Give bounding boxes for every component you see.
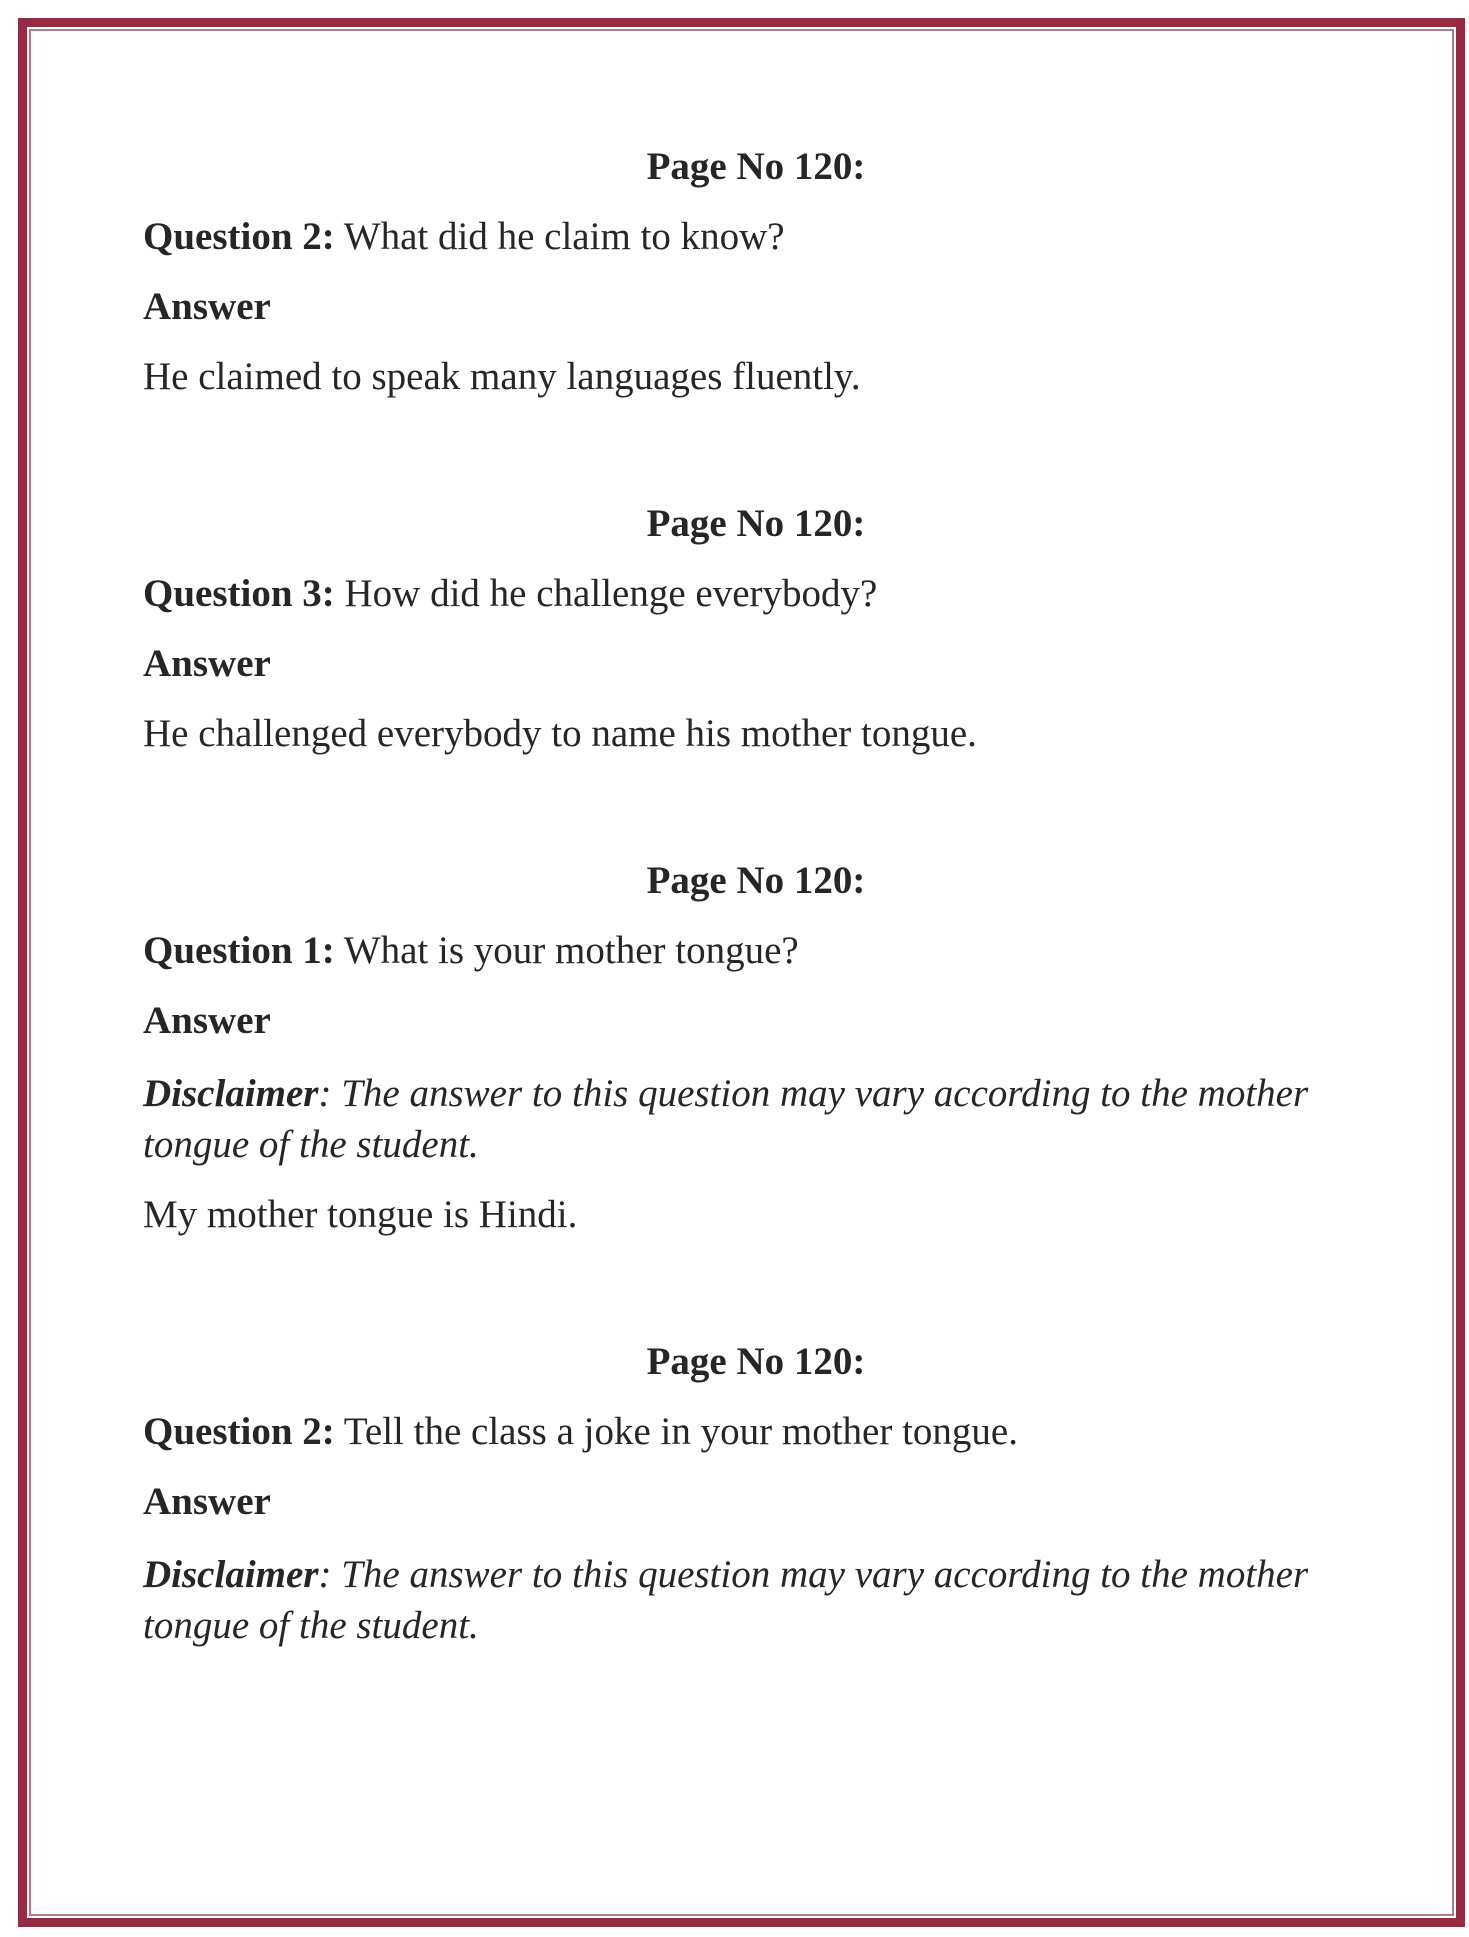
qa-section	[143, 1327, 1353, 1651]
page-heading: Page No 120:	[646, 859, 866, 902]
answer-label: Answer	[143, 1480, 271, 1523]
answer-text: He challenged everybody to name his mother tongue.	[143, 712, 977, 755]
answer-text: My mother tongue is Hindi.	[143, 1193, 578, 1236]
disclaimer-line: tongue of the student.	[143, 1123, 479, 1166]
disclaimer-line	[143, 1068, 1353, 1119]
question-label: Question 1:	[143, 929, 335, 972]
page-heading: Page No 120:	[646, 1340, 866, 1383]
question	[143, 1397, 1353, 1467]
page-heading: Page No 120:	[646, 145, 866, 188]
question-label: Question 3:	[143, 572, 335, 615]
answer-text: He claimed to speak many languages fluently.	[143, 355, 861, 398]
disclaimer	[143, 1068, 1353, 1170]
disclaimer-label: Disclaimer	[143, 1072, 319, 1115]
page-heading: Page No 120:	[646, 502, 866, 545]
question-text: Tell the class a joke in your mother tongue.	[334, 1410, 1018, 1453]
disclaimer-text: : The answer to this question may vary according to the mother	[318, 1072, 1309, 1115]
question	[143, 559, 1353, 629]
disclaimer-line	[143, 1549, 1353, 1600]
question-text: What did he claim to know?	[334, 215, 785, 258]
answer-label: Answer	[143, 642, 271, 685]
disclaimer	[143, 1549, 1353, 1651]
question-text: How did he challenge everybody?	[334, 572, 878, 615]
answer-label: Answer	[143, 285, 271, 328]
qa-section	[143, 132, 1353, 412]
question-label: Question 2:	[143, 215, 335, 258]
qa-section	[143, 489, 1353, 769]
disclaimer-label: Disclaimer	[143, 1553, 319, 1596]
question	[143, 916, 1353, 986]
answer-label: Answer	[143, 999, 271, 1042]
document-content	[143, 132, 1353, 1651]
disclaimer-text: : The answer to this question may vary according to the mother	[318, 1553, 1309, 1596]
question	[143, 202, 1353, 272]
qa-section	[143, 846, 1353, 1250]
question-label: Question 2:	[143, 1410, 335, 1453]
question-text: What is your mother tongue?	[334, 929, 799, 972]
disclaimer-line: tongue of the student.	[143, 1604, 479, 1647]
